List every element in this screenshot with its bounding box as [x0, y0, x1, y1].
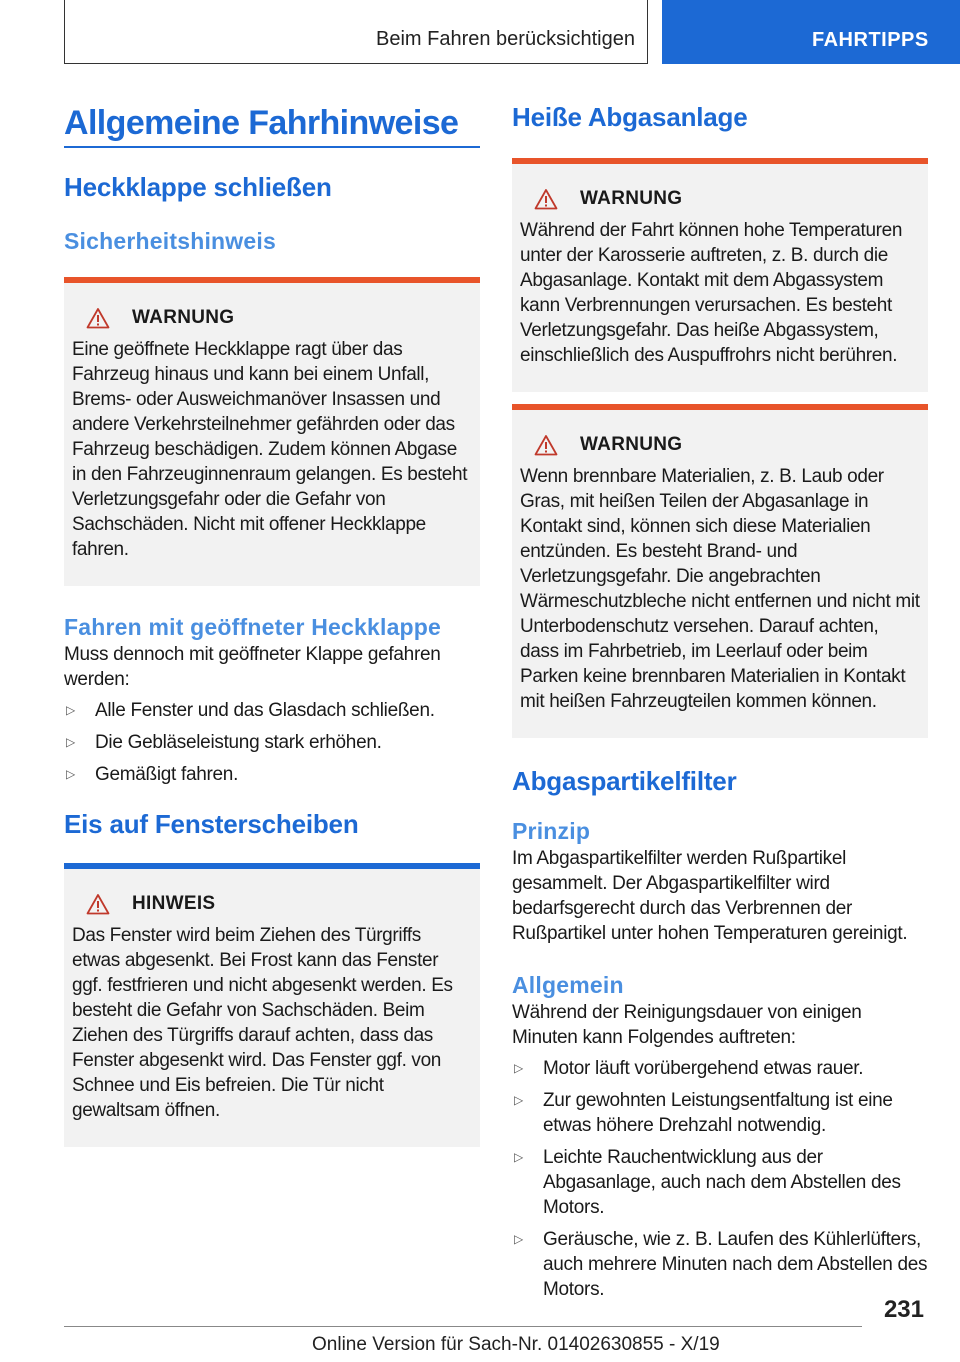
- driving-intro: Muss dennoch mit geöffneter Klappe gefahren werden:: [64, 644, 441, 690]
- page-number: 231: [883, 1296, 924, 1323]
- heading-principle: Prinzip: [512, 818, 591, 844]
- header-section-box: [64, 0, 648, 64]
- heading-safety-notice: Sicherheitshinweis: [64, 228, 276, 254]
- bullet-triangle-icon: ▷: [514, 1061, 523, 1075]
- list-item: ▷ Die Gebläseleistung stark erhöhen.: [66, 732, 382, 753]
- heading-tailgate: Heckklappe schließen: [64, 172, 332, 202]
- bullet-triangle-icon: ▷: [66, 703, 75, 717]
- bullet-triangle-icon: ▷: [514, 1093, 523, 1107]
- left-column: [64, 100, 480, 1147]
- heading-general: Allgemein: [512, 972, 624, 998]
- online-version-text: Online Version für Sach-Nr. 01402630855 - X/19: [312, 1334, 720, 1355]
- warning-box-flammable-materials: [512, 404, 928, 738]
- bullet-triangle-icon: ▷: [514, 1150, 523, 1164]
- warning-text: Während der Fahrt können hohe Temperaturen unter der Karosserie auftreten, z. B. durch die Abgasanlage. Kontakt mit dem Abgassystem kann Verbrennungen verursachen. Es besteht Verletzungsgefahr. Das heiße Abgassystem, einschließlich des Auspuffrohrs nicht berühren.: [520, 220, 903, 366]
- notice-box-window: [64, 863, 480, 1147]
- warning-label: WARNUNG: [132, 307, 235, 328]
- warning-label: WARNUNG: [580, 188, 683, 209]
- notice-label: HINWEIS: [132, 893, 216, 914]
- warning-text: Wenn brennbare Materialien, z. B. Laub oder Gras, mit heißen Teilen der Abgasanlage in Kontakt sind, können sich diese Materialien entzünden. Es besteht Brand- und Verletzungsgefahr. Die angebrachten Wärmeschutzbleche nicht entfernen und nicht mit Unterbodenschutz versehen. Darauf achten, dass im Fahrbetrieb, im Leerlauf oder beim Parken keine brennbaren Materialien in Kontakt mit heißen Fahrzeugteilen kommen können.: [520, 466, 920, 712]
- header-chapter-tab: [662, 0, 960, 64]
- principle-text: Im Abgaspartikelfilter werden Rußpartikel gesammelt. Der Abgaspartikelfilter wird bedarfsgerecht durch das Verbrennen der Rußpartikel unter hohen Temperaturen gereinigt.: [512, 848, 908, 944]
- warning-triangle-icon: [534, 434, 558, 456]
- warning-triangle-icon: [86, 307, 110, 329]
- notice-text: Das Fenster wird beim Ziehen des Türgriffs etwas abgesenkt. Bei Frost kann das Fenster ggf. festfrieren und nicht abgesenkt werden. Es besteht die Gefahr von Sachschäden. Beim Ziehen des Türgriffs darauf achten, dass das Fenster abgesenkt wird. Das Fenster ggf. von Schnee und Eis befreien. Die Tür nicht gewaltsam öffnen.: [72, 925, 453, 1121]
- warning-triangle-icon: [86, 893, 110, 915]
- header-section-title: Beim Fahren berücksichtigen: [375, 28, 635, 50]
- warning-box-exhaust-temperature: [512, 158, 928, 392]
- list-item: ▷ Alle Fenster und das Glasdach schließen.: [66, 700, 435, 721]
- general-list: [512, 1056, 928, 1302]
- footer-divider: [64, 1326, 862, 1327]
- general-intro: Während der Reinigungsdauer von einigen Minuten kann Folgendes auftreten:: [512, 1002, 862, 1048]
- heading-ice-on-windows: Eis auf Fensterscheiben: [64, 809, 359, 839]
- list-item: ▷ Motor läuft vorübergehend etwas rauer.: [514, 1058, 864, 1079]
- heading-driving-open-tailgate: Fahren mit geöffneter Heckklappe: [64, 614, 442, 640]
- warning-text: Eine geöffnete Heckklappe ragt über das Fahrzeug hinaus und kann bei einem Unfall, Brems- oder Ausweichmanöver Insassen und andere Verkehrsteilnehmer gefährden oder das Fahrzeug beschädigen. Zudem können Abgase in den Fahrzeuginnenraum gelangen. Es besteht Verletzungsgefahr oder die Gefahr von Sachschäden. Nicht mit offener Heckklappe fahren.: [72, 339, 468, 560]
- list-item: ▷ Zur gewohnten Leistungsentfaltung ist eine etwas höhere Drehzahl notwendig.: [514, 1090, 893, 1136]
- warning-label: WARNUNG: [580, 434, 683, 455]
- bullet-triangle-icon: ▷: [66, 767, 75, 781]
- heading-particulate-filter: Abgaspartikelfilter: [512, 766, 737, 796]
- warning-triangle-icon: [534, 188, 558, 210]
- bullet-triangle-icon: ▷: [514, 1232, 523, 1246]
- list-item: ▷ Gemäßigt fahren.: [66, 764, 239, 785]
- header-chapter-label: FAHRTIPPS: [812, 29, 929, 51]
- right-column: [512, 100, 928, 1309]
- list-item: ▷ Leichte Rauchentwicklung aus der Abgasanlage, auch nach dem Abstellen des Motors.: [514, 1147, 901, 1218]
- warning-box-tailgate: [64, 277, 480, 586]
- title-divider: [64, 146, 480, 148]
- bullet-triangle-icon: ▷: [66, 735, 75, 749]
- driving-list: [64, 698, 480, 787]
- page-title: Allgemeine Fahrhinweise: [64, 104, 459, 142]
- heading-hot-exhaust: Heiße Abgasanlage: [512, 102, 748, 132]
- list-item: ▷ Geräusche, wie z. B. Laufen des Kühlerlüfters, auch mehrere Minuten nach dem Abstellen des Motors.: [514, 1229, 928, 1300]
